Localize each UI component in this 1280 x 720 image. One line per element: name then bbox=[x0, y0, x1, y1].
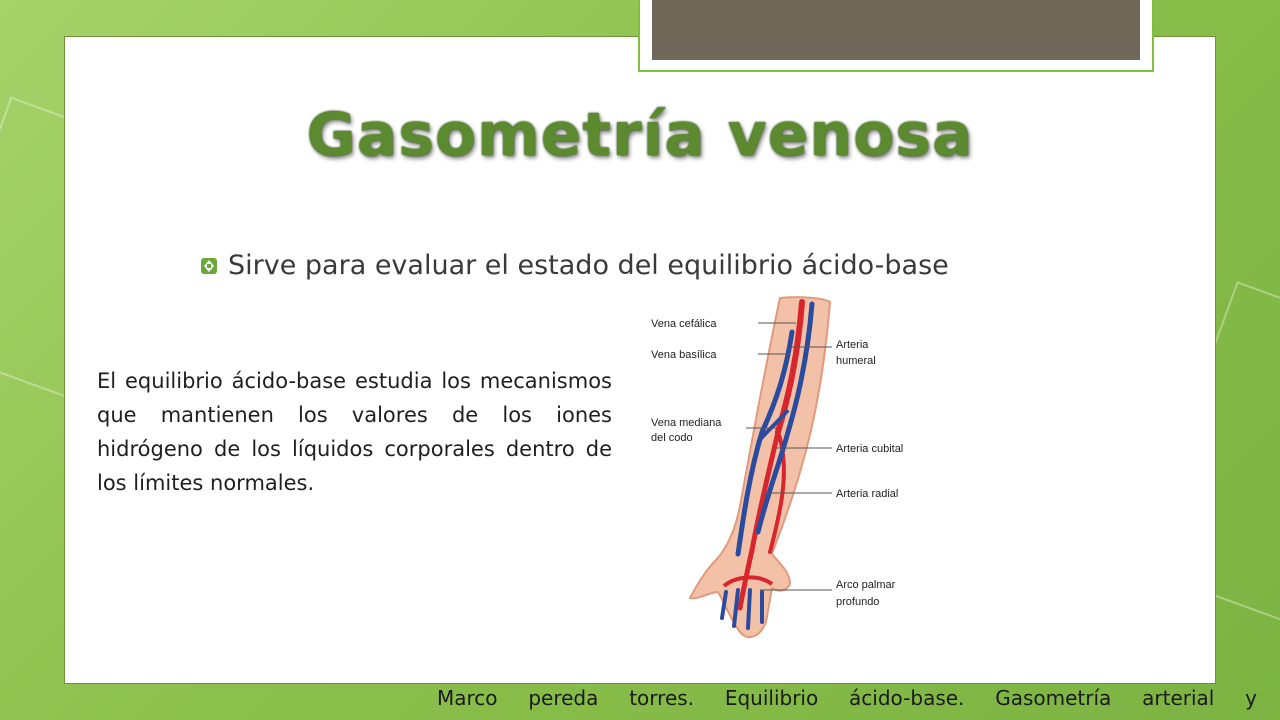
label-vena-mediana: Vena mediana bbox=[651, 417, 722, 429]
header-tab bbox=[652, 0, 1140, 60]
bullet-text: Sirve para evaluar el estado del equilibrio ácido-base bbox=[228, 250, 949, 281]
label-vena-basilica: Vena basílica bbox=[651, 349, 717, 361]
body-paragraph: El equilibrio ácido-base estudia los mecanismos que mantienen los valores de los iones hidrógeno de los líquidos corporales dentro de los límites normales. bbox=[97, 369, 612, 495]
slide-title: Gasometría venosa bbox=[306, 100, 974, 170]
label-arteria-humeral: humeral bbox=[836, 355, 876, 367]
bullet-icon bbox=[200, 257, 218, 275]
arm-circulation-figure bbox=[640, 292, 940, 662]
label-vena-mediana: del codo bbox=[651, 432, 693, 444]
citation-footer: Marco pereda torres. Equilibrio ácido-base. Gasometría arterial y bbox=[437, 686, 1257, 710]
label-arteria-humeral: Arteria bbox=[836, 339, 869, 351]
label-arteria-radial: Arteria radial bbox=[836, 488, 899, 500]
label-vena-cefalica: Vena cefálica bbox=[651, 318, 717, 330]
label-arco-palmar: Arco palmar bbox=[836, 579, 896, 591]
label-arco-palmar: profundo bbox=[836, 596, 880, 608]
bullet-item bbox=[200, 250, 1100, 281]
label-arteria-cubital: Arteria cubital bbox=[836, 443, 904, 455]
